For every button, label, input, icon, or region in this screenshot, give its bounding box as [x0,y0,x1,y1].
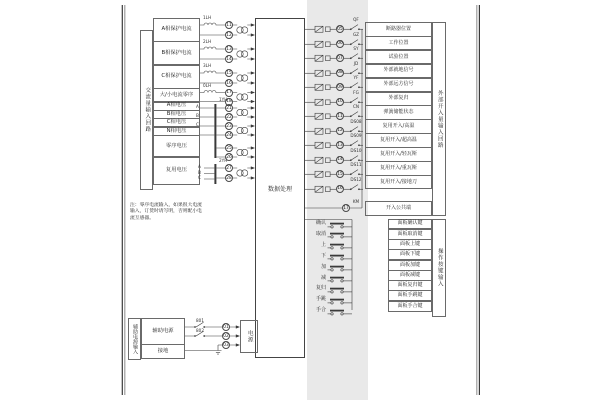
ct-label: 2LH [203,39,212,44]
wire-label: DS12 [350,176,362,182]
key-name-label: 手合 [315,307,326,314]
power-supply-box: 电源 [240,320,258,353]
panel-key-group-label: 操作按键输入 [432,219,446,317]
wire-label: FG [353,89,359,95]
terminal-circle: 03 [223,342,229,348]
terminal-circle: 25 [226,145,232,151]
wire-label: CN [352,104,360,110]
panel-key-cell: 面板复归键 [388,280,432,291]
push-button-symbol [326,240,352,251]
wire-label: 801 [196,317,204,323]
input-label-cell: 弹簧储能状态 [365,105,432,120]
push-button-symbol [326,295,352,306]
key-name-label: 手跳 [315,296,326,303]
phase-letter: B [198,169,201,175]
terminal-circle: 18 [226,99,232,104]
panel-key-row [305,273,352,284]
ac-row-label: 大/小电流零序 [153,88,200,102]
input-label-cell: 复用开入/轻瓦斯 [365,147,432,162]
phase-letter: C [198,175,201,180]
push-button-symbol [326,284,352,295]
terminal-circle: 13 [337,142,343,148]
terminal-circle: 26 [226,154,232,160]
ac-row-label: 复用电压 [153,157,200,185]
terminal-circle: 16 [337,186,343,192]
input-label-cell: 外部远方信号 [365,78,432,93]
ac-row-label: A相电压 [153,102,200,111]
input-label-cell: 断路器位置 [365,22,432,37]
input-label-cell: 试验位置 [365,50,432,65]
wire-label: KM [352,199,360,204]
ac-row-label: C相电压 [153,118,200,127]
common-terminal-cell: 开入公共端 [365,201,432,216]
push-button-symbol [326,262,352,273]
terminal-circle: 21 [226,105,232,111]
key-name-label: 减 [320,274,326,281]
input-label-cell: 复用开入/超高温 [365,133,432,148]
panel-key-row [305,306,352,317]
panel-key-cell: 面板确认键 [388,219,432,230]
terminal-circle: 27 [226,165,232,171]
terminal-circle: 07 [337,55,343,61]
terminal-circle: 01 [223,324,229,330]
panel-key-cell: 面板取消键 [388,229,432,240]
panel-key-row [305,219,352,230]
ac-row-label: C相保护电流 [153,65,200,89]
wire-label: DS09 [350,133,362,139]
wire-label: DS11 [350,162,362,168]
footnote-line: 注：零序电流输入，如果很大电流 [130,203,202,208]
footnote-line: 输入，订货时请写明，否则配小电 [130,209,202,215]
terminal-circle: 17 [226,90,232,95]
input-label-cell: 复用开入/重瓦斯 [365,161,432,176]
panel-key-row [305,251,352,262]
footnote [130,203,210,222]
ac-row-label: B相电压 [153,110,200,119]
panel-key-cell-column [388,219,432,312]
ac-input-label-column [153,18,200,185]
input-label-cell: 复用开入/接地刀 [365,175,432,190]
digital-input-rows [305,17,365,196]
terminal-circle: 12 [337,128,343,134]
terminal-circle: 11 [337,113,343,119]
panel-key-row [305,262,352,273]
data-processing-label: 数据处理 [267,186,292,193]
wire-label: DS08 [350,118,362,124]
ground-cell: 接地 [141,344,185,359]
terminal-circle: 28 [226,175,232,181]
key-name-label: 取消 [315,231,326,238]
aux-power-cell: 辅助电源 [141,318,185,345]
push-button-symbol [326,273,352,284]
ac-row-label: 零序电压 [153,135,200,157]
terminal-circle: 23 [226,123,232,129]
phase-letter: A [196,104,199,109]
input-label-cell: 外部复归 [365,92,432,107]
panel-key-rows [305,219,352,317]
input-label-cell: 外部就地信号 [365,64,432,79]
terminal-circle: 02 [223,333,229,339]
ac-row-label: A相保护电流 [153,18,200,42]
phase-letter: A [198,164,201,169]
panel-key-cell: 面板上键 [388,239,432,250]
digital-input-group-label: 外部开入量输入回路 [432,22,446,216]
terminal-circle: 14 [337,157,343,163]
panel-key-cell: 面板手跳键 [388,290,432,301]
phase-letter: B [196,113,199,118]
aux-power-cells [141,318,185,359]
push-button-symbol [326,251,352,262]
phase-letter: C [196,122,199,127]
wire-label: JD [353,60,359,66]
terminal-circle: 11 [226,22,232,28]
footnote-line: 流互感器。 [130,215,154,221]
terminal-circle: 10 [337,99,343,105]
ac-row-label: N相电压 [153,127,200,136]
panel-key-row [305,284,352,295]
key-name-label: 确认 [315,220,326,227]
key-name-label: 上 [320,241,326,248]
panel-key-row [305,229,352,240]
pt-label: 2YH [219,158,228,163]
push-button-symbol [326,219,352,230]
terminal-circle: 16 [226,80,232,86]
push-button-symbol [326,306,352,317]
panel-key-row [305,240,352,251]
terminal-circle: 15 [226,70,232,76]
panel-key-row [305,295,352,306]
wire-label: 802 [196,328,204,333]
terminal-circle: 12 [226,32,232,38]
opto-switch-symbol [305,182,365,197]
ac-input-group-label: 交流量输入回路 [140,30,153,190]
panel-key-cell: 面板加键 [388,260,432,271]
aux-power-group-label: 辅助电源输入 [128,318,141,360]
key-name-label: 复归 [315,285,326,292]
panel-key-cell: 面板减键 [388,270,432,281]
terminal-circle: 08 [337,70,343,76]
input-label-cell: 复用开入/高温 [365,119,432,134]
terminal-circle: 24 [226,132,232,138]
push-button-symbol [326,229,352,240]
digital-input-cell-column [365,22,432,189]
panel-key-cell: 面板下键 [388,249,432,260]
input-label-cell: 工作位置 [365,36,432,51]
wire-label: SY [353,46,359,52]
pt-label: 1YH [219,96,228,102]
terminal-circle: 22 [226,114,232,120]
ac-row-label: B相保护电流 [153,41,200,65]
terminal-circle: 14 [226,56,232,62]
wire-label: GZ [352,31,360,37]
key-name-label: 下 [320,252,326,259]
terminal-circle: 13 [226,46,232,52]
terminal-circle: 05 [337,26,343,32]
ct-label: 1LH [203,15,212,20]
wire-label: YF [353,75,359,81]
wire-label: QF [353,17,359,23]
ct-label: 3LH [203,63,212,68]
terminal-circle: 17 [343,205,349,211]
key-name-label: 加 [320,263,326,270]
terminal-circle: 09 [337,84,343,90]
terminal-circle: 15 [337,171,343,177]
digital-input-row [305,176,365,197]
panel-key-cell: 面板手合键 [388,301,432,312]
ct-label: 0LH [203,82,212,88]
wire-label: DS10 [350,147,362,153]
terminal-circle: 06 [337,41,343,47]
